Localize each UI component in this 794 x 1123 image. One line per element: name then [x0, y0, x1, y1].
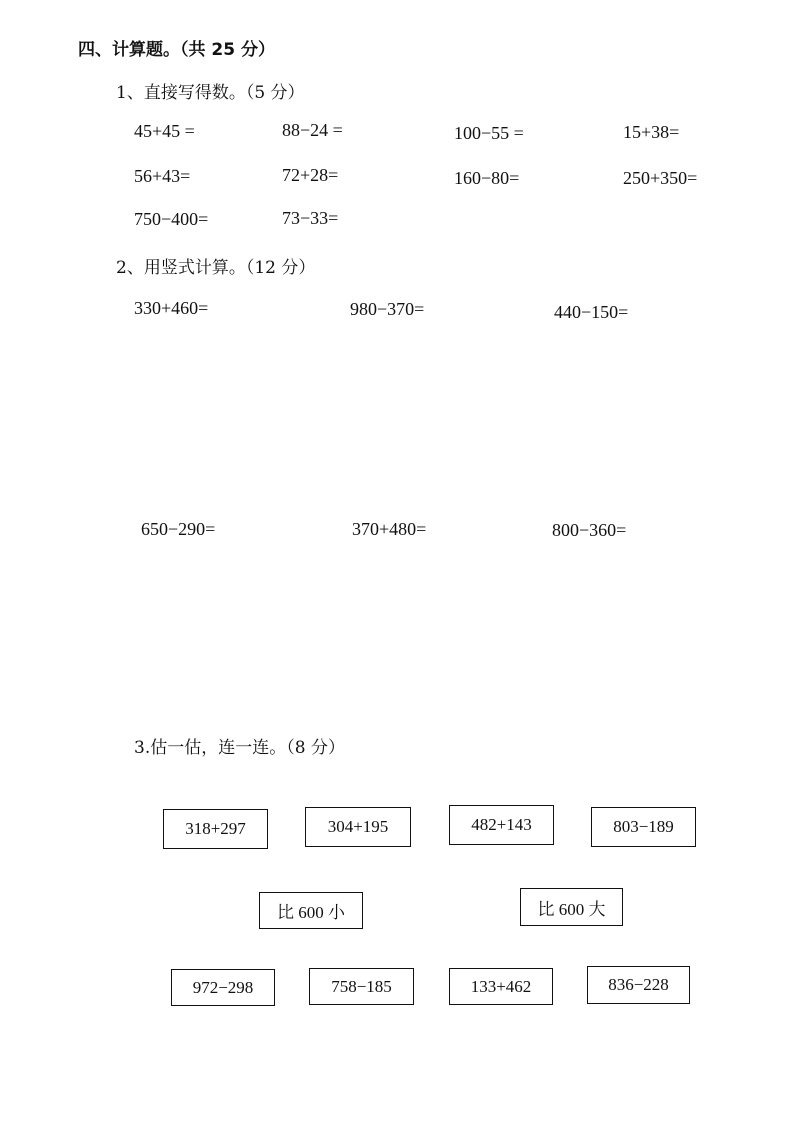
q1-item: 45+45 = — [134, 121, 195, 141]
q1-item: 750−400= — [134, 209, 209, 229]
expression-box: 803−189 — [591, 807, 696, 847]
expression-box: 133+462 — [449, 968, 553, 1005]
category-box-greater-than-600: 比 600 大 — [520, 888, 623, 926]
q2-item: 650−290= — [141, 519, 216, 539]
expression-box: 318+297 — [163, 809, 268, 849]
expression-box: 836−228 — [587, 966, 690, 1004]
q2-item: 440−150= — [554, 302, 629, 322]
q2-item: 370+480= — [352, 519, 427, 539]
q1-item: 88−24 = — [282, 120, 343, 140]
category-box-less-than-600: 比 600 小 — [259, 892, 363, 929]
q1-item: 160−80= — [454, 168, 520, 188]
section-title: 四、计算题。（共 25 分） — [78, 40, 275, 60]
q2-item: 980−370= — [350, 299, 425, 319]
q1-item: 72+28= — [282, 165, 339, 185]
expression-box: 972−298 — [171, 969, 275, 1006]
q1-item: 100−55 = — [454, 123, 524, 143]
q1-item: 56+43= — [134, 166, 191, 186]
expression-box: 482+143 — [449, 805, 554, 845]
expression-box: 758−185 — [309, 968, 414, 1005]
q3-heading: 3.估一估，连一连。（8 分） — [134, 738, 345, 758]
expression-box: 304+195 — [305, 807, 411, 847]
q2-heading: 2、用竖式计算。（12 分） — [116, 258, 316, 278]
q1-item: 73−33= — [282, 208, 339, 228]
q2-item: 800−360= — [552, 520, 627, 540]
q1-heading: 1、直接写得数。（5 分） — [116, 83, 305, 103]
q1-item: 250+350= — [623, 168, 698, 188]
q2-item: 330+460= — [134, 298, 209, 318]
q1-item: 15+38= — [623, 122, 680, 142]
